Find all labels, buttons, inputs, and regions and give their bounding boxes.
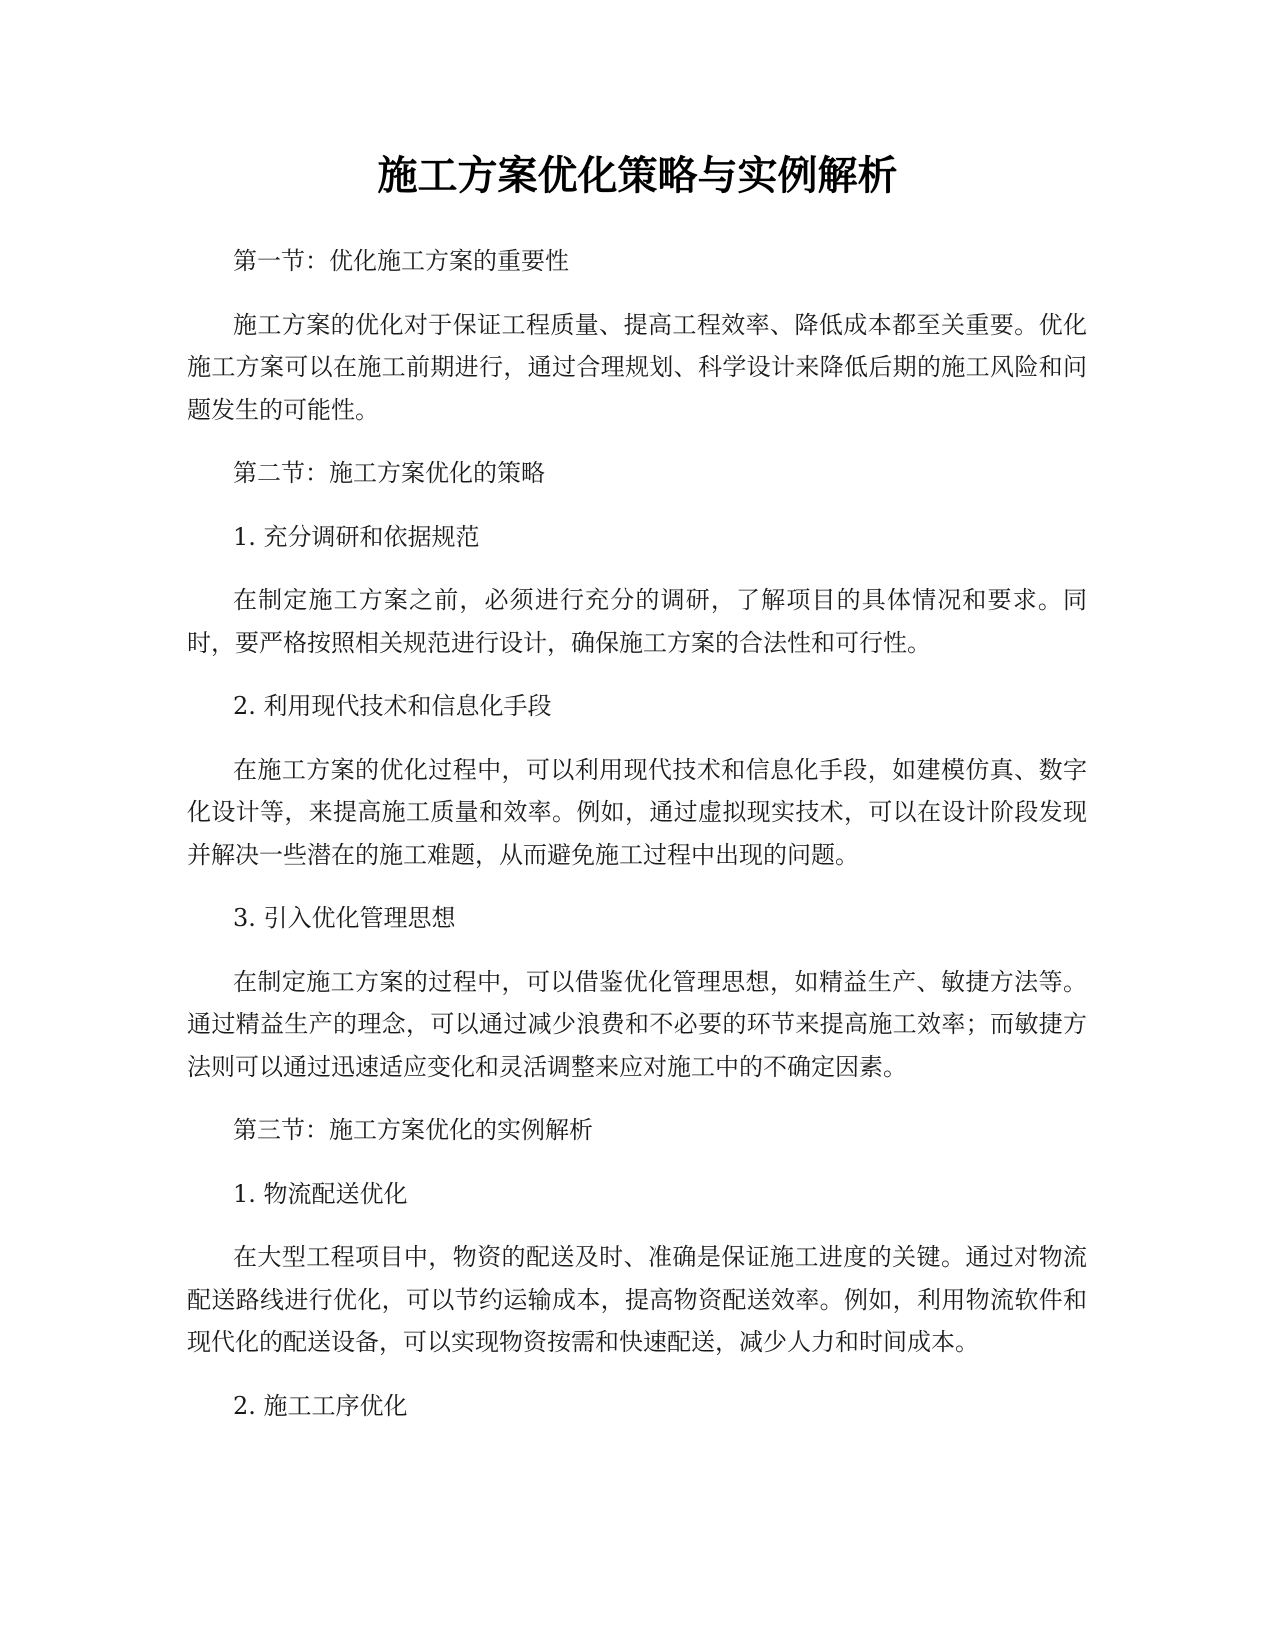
section-heading-2: 第二节：施工方案优化的策略	[233, 459, 545, 487]
subheading: 2. 施工工序优化	[233, 1391, 408, 1420]
subheading: 2. 利用现代技术和信息化手段	[233, 692, 552, 720]
document-title: 施工方案优化策略与实例解析	[377, 153, 898, 199]
section-heading-1: 第一节：优化施工方案的重要性	[233, 247, 569, 275]
subheading: 1. 充分调研和依据规范	[233, 522, 480, 551]
document-body	[187, 240, 1087, 1448]
subheading: 1. 物流配送优化	[233, 1179, 408, 1208]
subheading: 3. 引入优化管理思想	[233, 904, 456, 932]
section-heading-3: 第三节：施工方案优化的实例解析	[233, 1116, 593, 1144]
paragraph: 在大型工程项目中，物资的配送及时、准确是保证施工进度的关键。通过对物流配送路线进行优化，可以节约运输成本，提高物资配送效率。例如，利用物流软件和现代化的配送设备，可以实现物资按需和快速配送，减少人力和时间成本。	[187, 1243, 1087, 1356]
paragraph: 在制定施工方案之前，必须进行充分的调研，了解项目的具体情况和要求。同时，要严格按照相关规范进行设计，确保施工方案的合法性和可行性。	[187, 586, 1087, 657]
paragraph: 施工方案的优化对于保证工程质量、提高工程效率、降低成本都至关重要。优化施工方案可以在施工前期进行，通过合理规划、科学设计来降低后期的施工风险和问题发生的可能性。	[187, 310, 1087, 424]
paragraph: 在施工方案的优化过程中，可以利用现代技术和信息化手段，如建模仿真、数字化设计等，来提高施工质量和效率。例如，通过虚拟现实技术，可以在设计阶段发现并解决一些潜在的施工难题，从而避免施工过程中出现的问题。	[187, 755, 1087, 869]
paragraph: 在制定施工方案的过程中，可以借鉴优化管理思想，如精益生产、敏捷方法等。通过精益生产的理念，可以通过减少浪费和不必要的环节来提高施工效率；而敏捷方法则可以通过迅速适应变化和灵活调整来应对施工中的不确定因素。	[187, 967, 1087, 1081]
